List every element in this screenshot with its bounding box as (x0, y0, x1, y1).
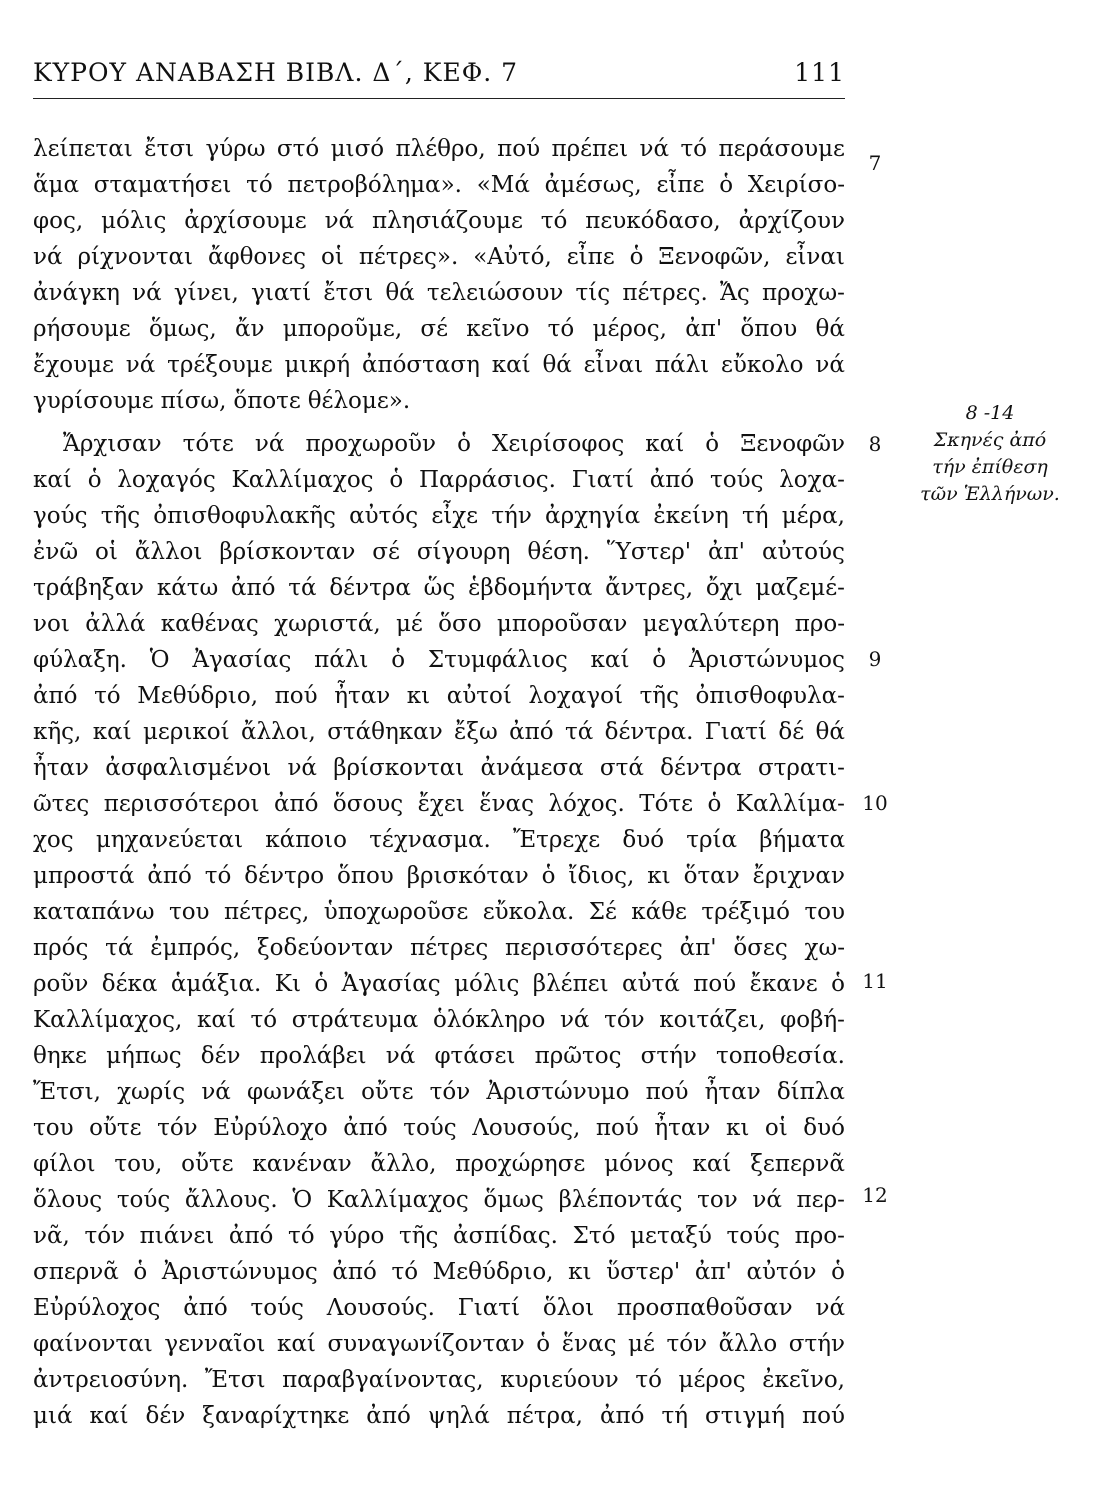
text-line: Καλλίμαχος, καί τό στράτευμα ὁλόκληρο νά τόν κοιτάζει, φοβή- (33, 1007, 845, 1033)
text-line: ὅλους τούς ἄλλους. Ὁ Καλλίμαχος ὅμως βλέποντάς τον νά περ- (33, 1187, 845, 1213)
text-line: νοι ἀλλά καθένας χωριστά, μέ ὅσο μποροῦσαν μεγαλύτερη προ- (33, 611, 845, 637)
section-number: 7 (868, 151, 882, 175)
text-line: φαίνονται γενναῖοι καί συναγωνίζονταν ὁ ἕνας μέ τόν ἄλλο στήν (33, 1331, 845, 1357)
text-line: πρός τά ἐμπρός, ξοδεύονταν πέτρες περισσότερες ἀπ' ὅσες χω- (33, 935, 845, 961)
text-line: ἀντρειοσύνη. Ἔτσι παραβγαίνοντας, κυριεύουν τό μέρος ἐκεῖνο, (33, 1367, 845, 1393)
text-line: φος, μόλις ἀρχίσουμε νά πλησιάζουμε τό πευκόδασο, ἀρχίζουν (33, 208, 845, 234)
text-line: ἀπό τό Μεθύδριο, πού ἦταν κι αὐτοί λοχαγοί τῆς ὀπισθοφυλα- (33, 683, 845, 709)
text-line: λείπεται ἔτσι γύρω στό μισό πλέθρο, πού πρέπει νά τό περάσουμε (33, 136, 845, 162)
text-line: ῶτες περισσότεροι ἀπό ὅσους ἔχει ἕνας λόχος. Τότε ὁ Καλλίμα- (33, 791, 845, 817)
text-line: φύλαξη. Ὁ Ἀγασίας πάλι ὁ Στυμφάλιος καί ὁ Ἀριστώνυμος (33, 647, 845, 673)
text-line: γούς τῆς ὀπισθοφυλακῆς αὐτός εἶχε τήν ἀρχηγία ἐκείνη τή μέρα, (33, 503, 845, 529)
text-line: Εὐρύλοχος ἀπό τούς Λουσούς. Γιατί ὅλοι προσπαθοῦσαν νά (33, 1295, 845, 1321)
text-line: κῆς, καί μερικοί ἄλλοι, στάθηκαν ἔξω ἀπό τά δέντρα. Γιατί δέ θά (33, 719, 845, 745)
text-line: φίλοι του, οὔτε κανέναν ἄλλο, προχώρησε μόνος καί ξεπερνᾶ (33, 1151, 845, 1177)
text-line: σπερνᾶ ὁ Ἀριστώνυμος ἀπό τό Μεθύδριο, κι ὕστερ' ἀπ' αὐτόν ὁ (33, 1259, 845, 1285)
section-number: 11 (862, 969, 888, 993)
text-line: μπροστά ἀπό τό δέντρο ὅπου βρισκόταν ὁ ἴδιος, κι ὅταν ἔριχναν (33, 863, 845, 889)
text-line: τράβηξαν κάτω ἀπό τά δέντρα ὥς ἑβδομήντα ἄντρες, ὄχι μαζεμέ- (33, 575, 845, 601)
text-line: ἅμα σταματήσει τό πετροβόλημα». «Μά ἀμέσως, εἶπε ὁ Χειρίσο- (33, 172, 845, 198)
text-line: ἀνάγκη νά γίνει, γιατί ἔτσι θά τελειώσουν τίς πέτρες. Ἄς προχω- (33, 280, 845, 306)
text-line: ἐνῶ οἱ ἄλλοι βρίσκονταν σέ σίγουρη θέση. Ὕστερ' ἀπ' αὐτούς (33, 539, 845, 565)
text-line: Ἔτσι, χωρίς νά φωνάξει οὔτε τόν Ἀριστώνυμο πού ἦταν δίπλα (33, 1079, 845, 1105)
text-line: του οὔτε τόν Εὐρύλοχο ἀπό τούς Λουσούς, πού ἦταν κι οἱ δυό (33, 1115, 845, 1141)
text-line: ἔχουμε νά τρέξουμε μικρή ἀπόσταση καί θά εἶναι πάλι εὔκολο νά (33, 352, 845, 378)
text-line: ρήσουμε ὅμως, ἄν μποροῦμε, σέ κεῖνο τό μέρος, ἀπ' ὅπου θά (33, 316, 845, 342)
text-line: μιά καί δέν ξαναρίχτηκε ἀπό ψηλά πέτρα, ἀπό τή στιγμή πού (33, 1403, 845, 1429)
margin-note-line: Σκηνές ἀπό (933, 429, 1047, 451)
page-number: 111 (794, 58, 845, 87)
text-line: χος μηχανεύεται κάποιο τέχνασμα. Ἔτρεχε δυό τρία βήματα (33, 827, 845, 853)
text-line: θηκε μήπως δέν προλάβει νά φτάσει πρῶτος στήν τοποθεσία. (33, 1043, 845, 1069)
text-line: Ἄρχισαν τότε νά προχωροῦν ὁ Χειρίσοφος καί ὁ Ξενοφῶν (63, 431, 845, 457)
text-line: ἦταν ἀσφαλισμένοι νά βρίσκονται ἀνάμεσα στά δέντρα στρατι- (33, 755, 845, 781)
margin-note-range: 8 -14 (965, 402, 1015, 424)
text-line: νά ρίχνονται ἄφθονες οἱ πέτρες». «Αὐτό, εἶπε ὁ Ξενοφῶν, εἶναι (33, 244, 845, 270)
margin-note-line: τῶν Ἑλλήνων. (920, 483, 1060, 505)
section-number: 10 (862, 791, 888, 815)
text-line: καί ὁ λοχαγός Καλλίμαχος ὁ Παρράσιος. Γιατί ἀπό τούς λοχα- (33, 467, 845, 493)
book-title: ΚΥΡΟΥ ΑΝΑΒΑΣΗ ΒΙΒΛ. Δ΄, ΚΕΦ. 7 (33, 58, 519, 87)
margin-note (900, 400, 1080, 508)
text-line: γυρίσουμε πίσω, ὅποτε θέλομε». (33, 388, 411, 414)
text-line: καταπάνω του πέτρες, ὑποχωροῦσε εὔκολα. Σέ κάθε τρέξιμό του (33, 899, 845, 925)
section-number: 9 (868, 647, 882, 671)
margin-note-line: τήν ἐπίθεση (932, 456, 1048, 478)
text-line: ροῦν δέκα ἁμάξια. Κι ὁ Ἀγασίας μόλις βλέπει αὐτά πού ἔκανε ὁ (33, 971, 845, 997)
header-rule (33, 98, 845, 99)
section-number: 8 (868, 432, 882, 456)
section-number: 12 (862, 1183, 888, 1207)
text-line: νᾶ, τόν πιάνει ἀπό τό γύρο τῆς ἀσπίδας. Στό μεταξύ τούς προ- (33, 1223, 845, 1249)
running-head (33, 58, 845, 98)
